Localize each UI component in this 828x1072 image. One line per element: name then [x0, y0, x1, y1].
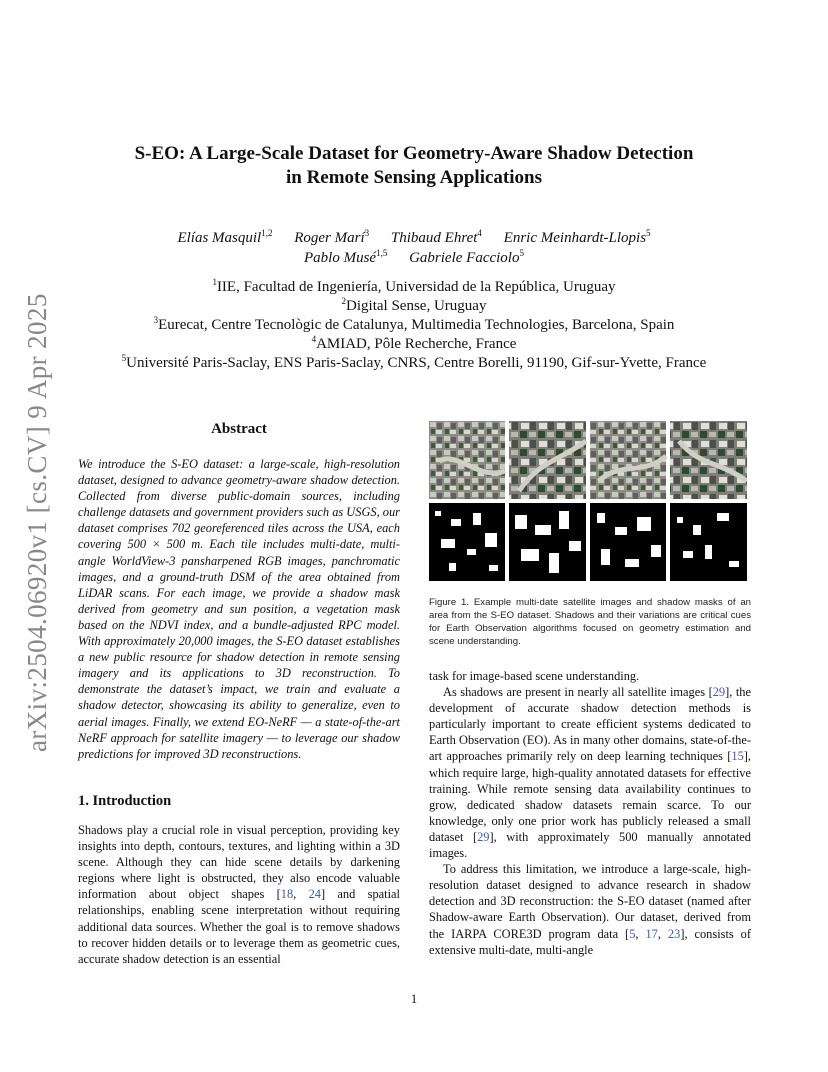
right-column-text: [429, 668, 751, 958]
title-line-2: in Remote Sensing Applications: [285, 167, 542, 188]
author-row-2: [0, 248, 828, 268]
paragraph: To address this limitation, we introduce a large-scale, high-resolution dataset designed to advance research in shadow detection and 3D reconstruction: the S-EO dataset (named after Shadow-aware Earth Observation). Our dataset, derived from the IARPA CORE3D program data [5, 17, 23], consists of extensive multi-date, multi-angle: [429, 862, 752, 957]
citation-link[interactable]: 29: [477, 829, 490, 844]
citation-link[interactable]: 29: [712, 685, 726, 700]
paragraph: As shadows are present in nearly all satellite images [29], the development of accurate shadow detection methods is particularly important to create efficient systems dedicated to Earth Observation (EO). As in many other domains, state-of-the-art approaches primarily rely on deep learning techniques [15], which require large, high-quality annotated datasets for effective training. While remote sensing data availability continues to grow, dedicated shadow datasets remain scarce. To our knowledge, only one prior work has publicly released a small dataset [29], with approximately 500 manually annotated images.: [429, 685, 751, 861]
figure-1-image-grid: [429, 421, 747, 581]
citation-link[interactable]: 24: [308, 887, 321, 902]
title-line-1: S-EO: A Large-Scale Dataset for Geometry-Aware Shadow Detection: [134, 143, 694, 164]
paper-title: [0, 142, 828, 190]
abstract-text: We introduce the S-EO dataset: a large-scale, high-resolution dataset, designed to advance geometry-aware shadow detection. Collected from diverse public-domain sources, including challenge datasets and government providers such as USGS, our dataset comprises 702 georeferenced tiles across the USA, each covering 500 × 500 m. Each tile includes multi-date, multi-angle WorldView-3 pansharpened RGB images, panchromatic images, and a ground-truth DSM of the area obtained from LiDAR scans. For each image, we provide a shadow mask derived from geometry and sun position, a vegetation mask based on the NDVI index, and a bundle-adjusted RPC model. With approximately 20,000 images, the S-EO dataset establishes a new public resource for shadow detection in remote sensing imagery and its applications to 3D reconstruction. To demonstrate the dataset’s impact, we train and evaluate a shadow detector, showcasing its ability to generalize, even to aerial images. Finally, we extend EO-NeRF — a state-of-the-art NeRF approach for satellite imagery — to leverage our shadow predictions for improved 3D reconstructions.: [78, 457, 400, 761]
citation-link[interactable]: 5: [629, 926, 636, 941]
author: Elías Masquil$^{1,2}$: [177, 228, 273, 246]
author-list: [0, 228, 828, 268]
author: Thibaud Ehret$^4$: [390, 228, 482, 246]
satellite-image-row: [429, 421, 747, 499]
affiliation: $^2$Digital Sense, Uruguay: [341, 296, 487, 314]
author: Roger Marí$^3$: [294, 228, 370, 246]
affiliation: $^1$IIE, Facultad de Ingeniería, Universidad de la República, Uruguay: [212, 277, 616, 295]
author-row-1: [0, 228, 828, 248]
citation-link[interactable]: 18: [280, 887, 294, 902]
author: Enric Meinhardt-Llopis$^5$: [503, 228, 651, 246]
citation-link[interactable]: 15: [731, 749, 744, 764]
abstract-heading: Abstract: [211, 421, 267, 437]
shadow-mask-row: [429, 503, 747, 581]
author: Pablo Musé$^{1,5}$: [304, 248, 388, 266]
figure-1-caption: Figure 1. Example multi-date satellite images and shadow masks of an area from the S-EO dataset. Shadows and their variations are critical cues for Earth Observation algorithms focused on geometry estimation and scene understanding.: [429, 597, 751, 648]
citation-link[interactable]: 17: [645, 926, 658, 941]
paragraph: task for image-based scene understanding.: [429, 669, 640, 683]
section-heading-introduction: 1. Introduction: [78, 793, 172, 809]
affiliation: $^5$Université Paris-Saclay, ENS Paris-Saclay, CNRS, Centre Borelli, 91190, Gif-sur-Yvette, France: [121, 353, 707, 371]
affiliation-list: [0, 278, 828, 373]
affiliation: $^3$Eurecat, Centre Tecnològic de Catalunya, Multimedia Technologies, Barcelona, Spain: [153, 315, 675, 333]
arxiv-stamp: arXiv:2504.06920v1 [cs.CV] 9 Apr 2025: [22, 293, 52, 752]
author: Gabriele Facciolo$^5$: [409, 248, 524, 266]
affiliation: $^4$AMIAD, Pôle Recherche, France: [311, 334, 517, 352]
citation-link[interactable]: 23: [667, 926, 681, 941]
page-number: 1: [410, 992, 418, 1006]
intro-paragraph: Shadows play a crucial role in visual perception, providing key insights into depth, contours, textures, and lighting within a 3D scene. Although they can hide scene details by darkening regions where light is obstructed, they also encode valuable information about object shapes [18, 24] and spatial relationships, enabling scene interpretation without requiring additional data sources. Whether the goal is to remove shadows to recover hidden details or to leverage them as geometric cues, accurate shadow detection is an essential: [78, 823, 400, 966]
